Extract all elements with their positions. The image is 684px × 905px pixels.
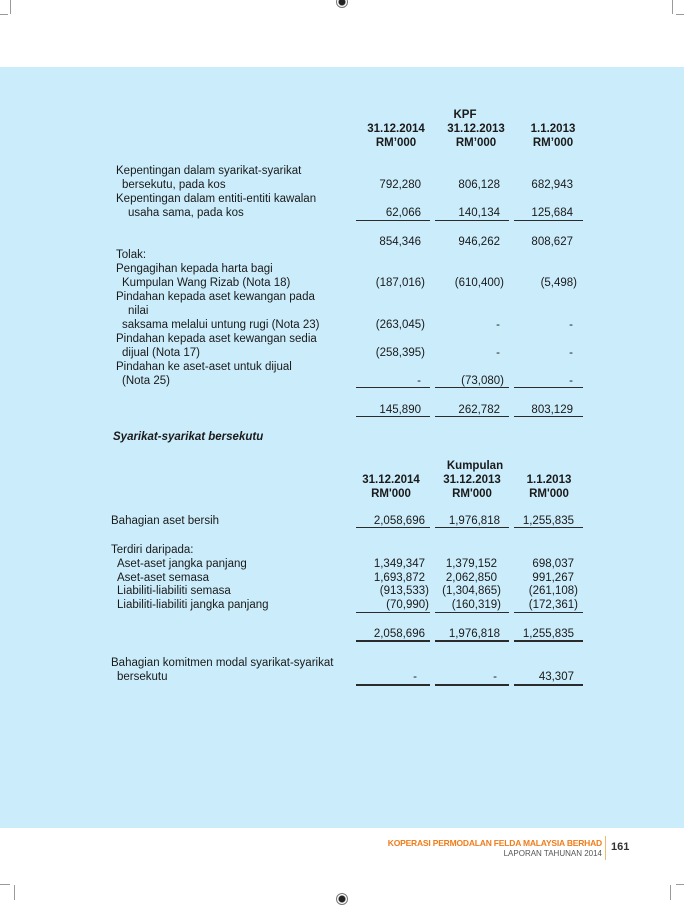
row-label: bersekutu bbox=[117, 671, 168, 683]
column-date: 31.12.2014 bbox=[362, 474, 420, 486]
row-label: dijual (Nota 17) bbox=[122, 347, 200, 359]
underline bbox=[356, 387, 430, 388]
column-date: 31.12.2013 bbox=[447, 123, 505, 135]
row-label: Liabiliti-liabiliti semasa bbox=[117, 585, 231, 597]
cell-value: (913,533) bbox=[379, 585, 429, 597]
row-label: Aset-aset jangka panjang bbox=[117, 558, 247, 570]
column-date: 31.12.2014 bbox=[367, 123, 425, 135]
row-label: Kepentingan dalam entiti-entiti kawalan bbox=[116, 193, 317, 205]
column-date: 1.1.2013 bbox=[530, 123, 576, 135]
cell-value: (263,045) bbox=[375, 319, 425, 331]
cell-value: 2,058,696 bbox=[373, 515, 425, 527]
cell-value: 62,066 bbox=[385, 207, 421, 219]
underline bbox=[514, 640, 583, 642]
underline bbox=[435, 387, 509, 388]
cell-value: (5,498) bbox=[540, 277, 577, 289]
underline bbox=[356, 640, 430, 642]
cell-value: (258,395) bbox=[375, 347, 425, 359]
row-label: Aset-aset semasa bbox=[117, 572, 210, 584]
row-label: nilai bbox=[128, 305, 149, 317]
row-label: Kumpulan Wang Rizab (Nota 18) bbox=[122, 277, 291, 289]
breakdown-title: Terdiri daripada: bbox=[111, 544, 194, 556]
underline bbox=[435, 527, 509, 528]
total-value: 803,129 bbox=[531, 404, 573, 416]
underline bbox=[514, 387, 583, 388]
column-unit: RM'000 bbox=[371, 488, 411, 500]
row-label: Bahagian komitmen modal syarikat-syarikat bbox=[111, 657, 334, 669]
column-unit: RM'000 bbox=[452, 488, 492, 500]
subtotal-value: 854,346 bbox=[379, 236, 421, 248]
footer-company: KOPERASI PERMODALAN FELDA MALAYSIA BERHAD bbox=[387, 838, 602, 848]
row-label: usaha sama, pada kos bbox=[128, 207, 244, 219]
section-title: Syarikat-syarikat bersekutu bbox=[113, 431, 264, 443]
cell-value: - bbox=[413, 671, 417, 683]
underline bbox=[435, 640, 509, 642]
footer-report: LAPORAN TAHUNAN 2014 bbox=[503, 849, 602, 858]
column-unit: RM’000 bbox=[375, 137, 417, 149]
cell-value: 1,693,872 bbox=[373, 572, 425, 584]
cell-value: (1,304,865) bbox=[442, 585, 501, 597]
cell-value: 806,128 bbox=[458, 179, 500, 191]
subtotal-value: 946,262 bbox=[458, 236, 500, 248]
row-label: Pindahan kepada aset kewangan sedia bbox=[116, 333, 317, 345]
cell-value: 1,255,835 bbox=[522, 515, 574, 527]
column-date: 1.1.2013 bbox=[526, 474, 572, 486]
underline bbox=[514, 527, 583, 528]
row-label: Pindahan kepada aset kewangan pada bbox=[116, 291, 315, 303]
column-unit: RM’000 bbox=[455, 137, 497, 149]
less-label: Tolak: bbox=[116, 249, 147, 261]
footer-divider bbox=[605, 836, 606, 860]
underline bbox=[514, 612, 583, 613]
total-value: 1,976,818 bbox=[448, 628, 500, 640]
row-label: (Nota 25) bbox=[122, 375, 170, 387]
crop-mark bbox=[672, 0, 673, 14]
cell-value: (160,319) bbox=[451, 599, 501, 611]
total-value: 2,058,696 bbox=[373, 628, 425, 640]
row-label: Liabiliti-liabiliti jangka panjang bbox=[117, 599, 269, 611]
underline bbox=[514, 684, 583, 686]
crop-mark bbox=[10, 0, 11, 14]
cell-value: - bbox=[496, 347, 500, 359]
cell-value: - bbox=[493, 671, 497, 683]
crop-mark bbox=[0, 14, 8, 15]
underline bbox=[435, 220, 509, 221]
registration-mark-icon bbox=[336, 893, 348, 905]
cell-value: 682,943 bbox=[531, 179, 573, 191]
page-number: 161 bbox=[611, 841, 630, 853]
group-label: KPF bbox=[453, 109, 477, 121]
cell-value: (73,080) bbox=[461, 375, 504, 387]
cell-value: (70,990) bbox=[386, 599, 429, 611]
cell-value: (261,108) bbox=[528, 585, 578, 597]
cell-value: 698,037 bbox=[532, 558, 574, 570]
row-label: saksama melalui untung rugi (Nota 23) bbox=[122, 319, 320, 331]
row-label: Kepentingan dalam syarikat-syarikat bbox=[116, 165, 302, 177]
total-value: 145,890 bbox=[379, 404, 421, 416]
crop-mark bbox=[676, 884, 684, 885]
row-label: bersekutu, pada kos bbox=[122, 179, 226, 191]
row-label: Bahagian aset bersih bbox=[111, 515, 220, 527]
cell-value: (187,016) bbox=[375, 277, 425, 289]
crop-mark bbox=[14, 885, 15, 900]
underline bbox=[435, 684, 509, 686]
crop-mark bbox=[670, 885, 671, 900]
row-label: Pengagihan kepada harta bagi bbox=[116, 263, 273, 275]
underline bbox=[514, 416, 583, 417]
total-value: 262,782 bbox=[458, 404, 500, 416]
cell-value: 1,349,347 bbox=[373, 558, 425, 570]
cell-value: (610,400) bbox=[454, 277, 504, 289]
column-date: 31.12.2013 bbox=[443, 474, 501, 486]
cell-value: 792,280 bbox=[379, 179, 421, 191]
total-value: 1,255,835 bbox=[522, 628, 574, 640]
cell-value: - bbox=[569, 319, 573, 331]
cell-value: - bbox=[496, 319, 500, 331]
underline bbox=[435, 416, 509, 417]
cell-value: - bbox=[417, 375, 421, 387]
cell-value: 125,684 bbox=[531, 207, 573, 219]
crop-mark bbox=[0, 884, 10, 885]
cell-value: - bbox=[569, 347, 573, 359]
underline bbox=[356, 684, 430, 686]
group-label: Kumpulan bbox=[446, 460, 504, 472]
cell-value: 43,307 bbox=[538, 671, 574, 683]
subtotal-value: 808,627 bbox=[531, 236, 573, 248]
underline bbox=[514, 220, 583, 221]
cell-value: 991,267 bbox=[532, 572, 574, 584]
cell-value: 140,134 bbox=[458, 207, 500, 219]
underline bbox=[356, 220, 430, 221]
underline bbox=[356, 416, 430, 417]
underline bbox=[435, 612, 509, 613]
underline bbox=[356, 527, 430, 528]
crop-mark bbox=[676, 14, 684, 15]
cell-value: 1,976,818 bbox=[448, 515, 500, 527]
cell-value: - bbox=[569, 375, 573, 387]
row-label: Pindahan ke aset-aset untuk dijual bbox=[116, 361, 292, 373]
column-unit: RM'000 bbox=[529, 488, 569, 500]
underline bbox=[356, 612, 430, 613]
column-unit: RM’000 bbox=[532, 137, 574, 149]
cell-value: 1,379,152 bbox=[445, 558, 497, 570]
cell-value: 2,062,850 bbox=[445, 572, 497, 584]
registration-mark-icon bbox=[336, 0, 348, 8]
cell-value: (172,361) bbox=[528, 599, 578, 611]
